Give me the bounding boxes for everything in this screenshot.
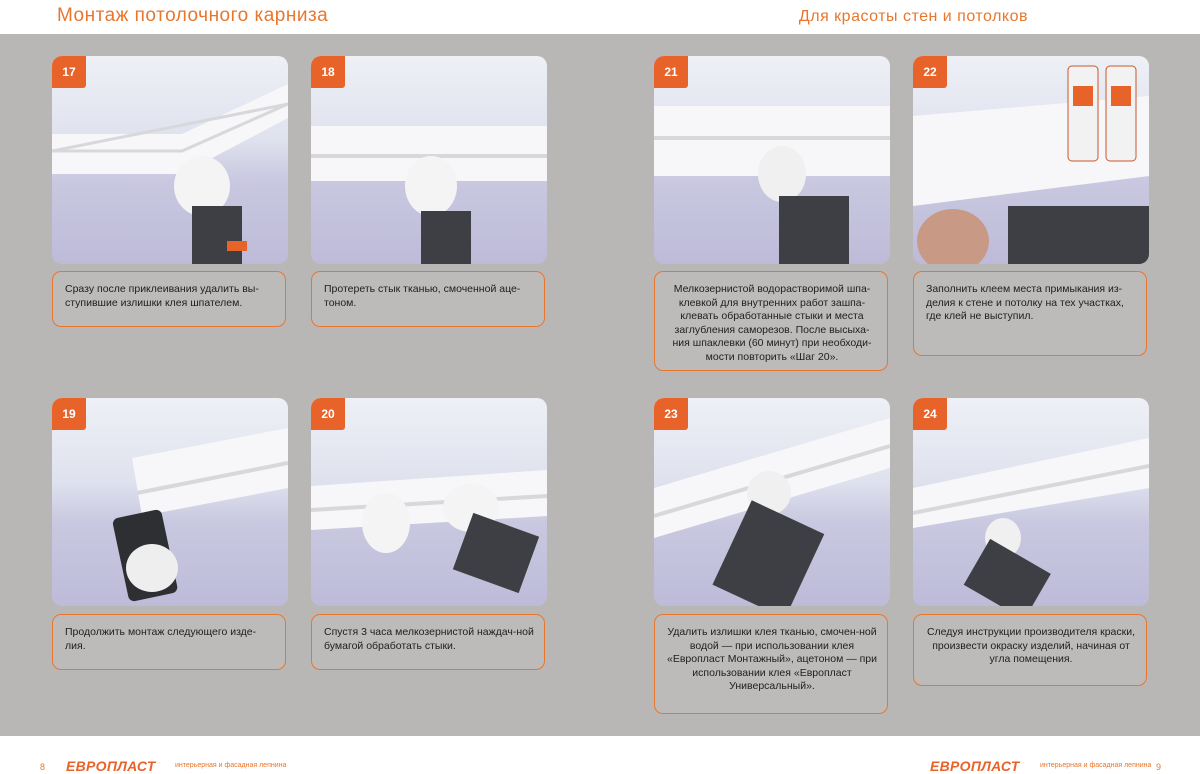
step-23-illustration xyxy=(654,398,890,606)
step-24-caption: Следуя инструкции производителя краски, произвести окраску изделий, начиная от угла помещения. xyxy=(913,614,1147,686)
step-21-caption: Мелкозернистой водорастворимой шпа-клевкой для внутренних работ зашпа-клевать обработанные стыки и места заглубления саморезов. После высыха-ния шпаклевки (60 минут) при необходи-мости повторить «Шаг 20». xyxy=(654,271,888,371)
step-20-caption: Спустя 3 часа мелкозернистой наждач-ной бумагой обработать стыки. xyxy=(311,614,545,670)
step-18-illustration xyxy=(311,56,547,264)
page-header xyxy=(0,0,1200,34)
left-page-number: 8 xyxy=(40,762,46,772)
step-17-illustration xyxy=(52,56,288,264)
catalog-subtitle: Для красоты стен и потолков xyxy=(798,8,1028,25)
step-20-illustration xyxy=(311,398,547,606)
step-23-caption: Удалить излишки клея тканью, смочен-ной водой — при использовании клея «Европласт Монтажный», ацетоном — при использовании клея «Европласт Универсальный». xyxy=(654,614,888,714)
step-21-badge: 21 xyxy=(654,56,688,88)
tagline-left: интерьерная и фасадная лепнина xyxy=(175,762,287,769)
step-22-illustration xyxy=(913,56,1149,264)
step-19-photo xyxy=(52,398,288,606)
step-23-badge: 23 xyxy=(654,398,688,430)
step-22-photo xyxy=(913,56,1149,264)
step-24-illustration xyxy=(913,398,1149,606)
europlast-logo-left: ЕВРОПЛАСТ xyxy=(66,758,156,774)
step-19-illustration xyxy=(52,398,288,606)
step-18-badge: 18 xyxy=(311,56,345,88)
step-19-caption: Продолжить монтаж следующего изде-лия. xyxy=(52,614,286,670)
step-24-badge: 24 xyxy=(913,398,947,430)
step-18-photo xyxy=(311,56,547,264)
right-page-number: 9 xyxy=(1156,762,1162,772)
step-20-badge: 20 xyxy=(311,398,345,430)
section-title: Монтаж потолочного карниза xyxy=(57,5,329,26)
step-19-badge: 19 xyxy=(52,398,86,430)
step-21-illustration xyxy=(654,56,890,264)
step-24-photo xyxy=(913,398,1149,606)
step-17-badge: 17 xyxy=(52,56,86,88)
step-22-badge: 22 xyxy=(913,56,947,88)
step-21-photo xyxy=(654,56,890,264)
step-17-photo xyxy=(52,56,288,264)
europlast-logo-right: ЕВРОПЛАСТ xyxy=(930,758,1020,774)
step-22-caption: Заполнить клеем места примыкания из-делия к стене и потолку на тех участках, где клей не выступил. xyxy=(913,271,1147,356)
step-20-photo xyxy=(311,398,547,606)
step-18-caption: Протереть стык тканью, смоченной аце-тоном. xyxy=(311,271,545,327)
tagline-right: интерьерная и фасадная лепнина xyxy=(1040,762,1152,769)
step-23-photo xyxy=(654,398,890,606)
step-17-caption: Сразу после приклеивания удалить вы-ступившие излишки клея шпателем. xyxy=(52,271,286,327)
